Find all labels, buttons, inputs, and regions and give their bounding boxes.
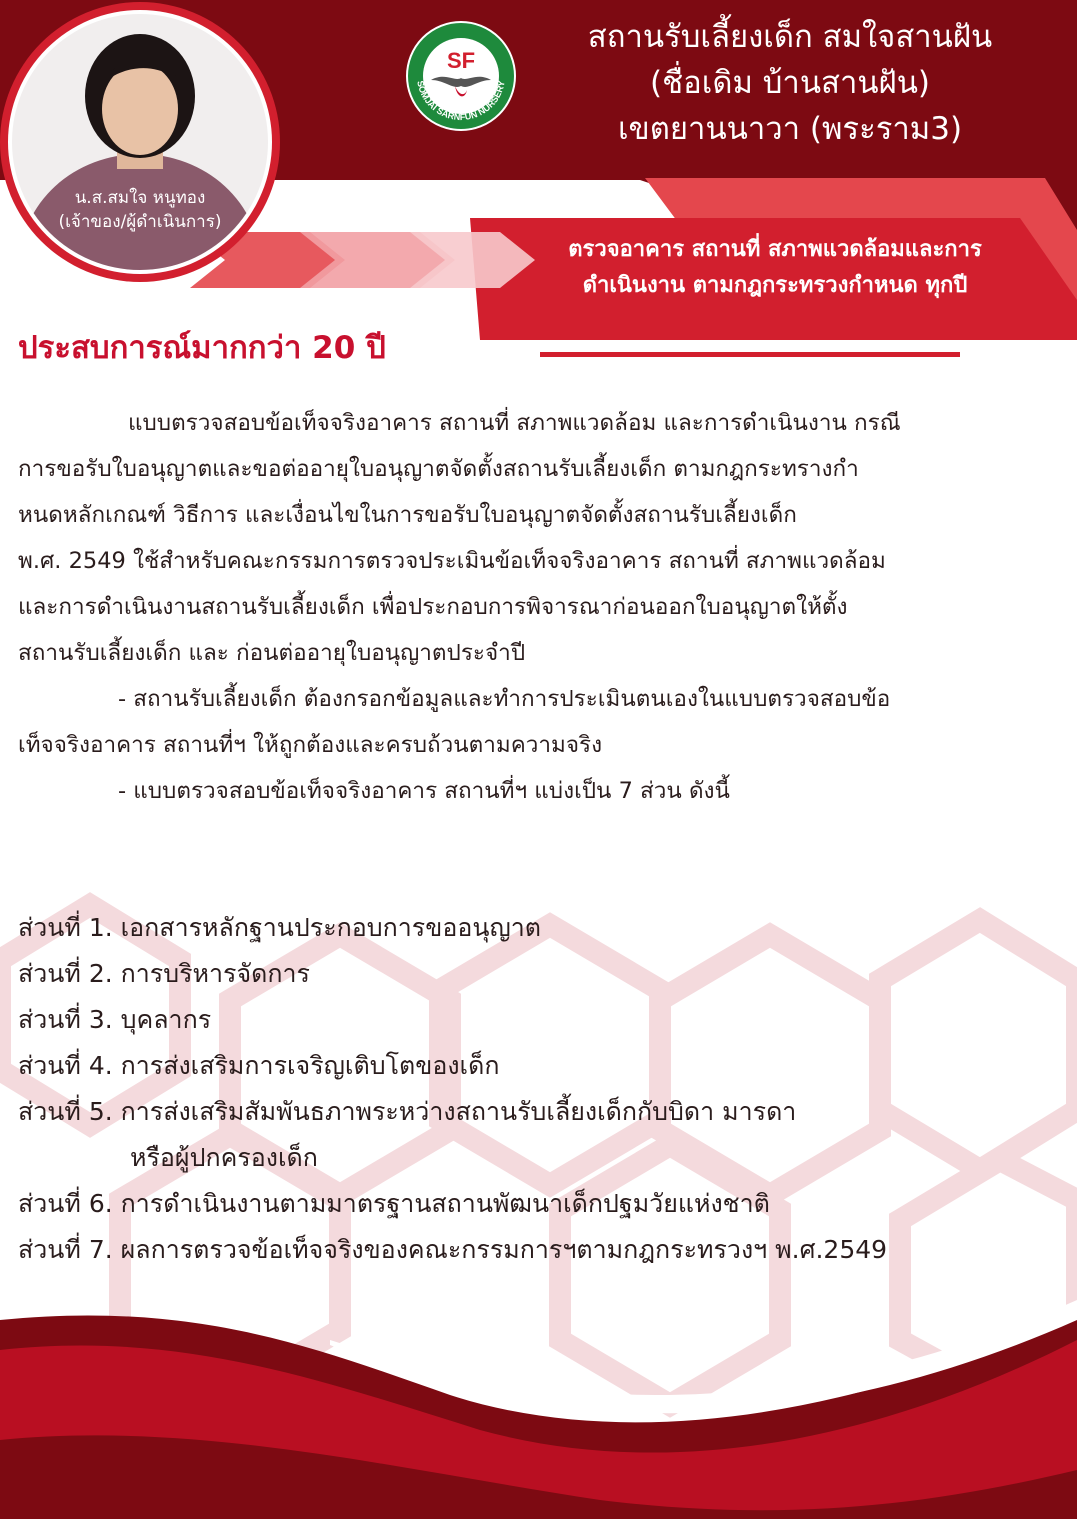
section-item: ส่วนที่ 7. ผลการตรวจข้อเท็จจริงของคณะกรรมการฯตามกฎกระทรวงฯ พ.ศ.2549 [18,1235,888,1264]
paragraph-line: แบบตรวจสอบข้อเท็จจริงอาคาร สถานที่ สภาพแวดล้อม และการดำเนินงาน กรณี [128,410,901,436]
section-item: ส่วนที่ 2. การบริหารจัดการ [18,959,310,988]
section-item: ส่วนที่ 3. บุคลากร [18,1005,212,1034]
title-line-2: (ชื่อเดิม บ้านสานฝัน) [649,65,930,101]
banner-line-2: ดำเนินงาน ตามกฎกระทรวงกำหนด ทุกปี [582,273,968,298]
section-item-continuation: หรือผู้ปกครองเด็ก [130,1143,318,1172]
bullet-line: - สถานรับเลี้ยงเด็ก ต้องกรอกข้อมูลและทำการประเมินตนเองในแบบตรวจสอบข้อ [118,686,891,712]
title-line-1: สถานรับเลี้ยงเด็ก สมใจสานฝัน [587,19,993,55]
inspection-banner [490,232,1060,304]
logo-initials: SF [446,48,476,73]
logo-emblem [405,20,517,132]
header-title [520,14,1060,152]
experience-heading: ประสบการณ์มากกว่า 20 ปี [18,330,386,366]
section-list [18,905,1068,1273]
banner-line-1: ตรวจอาคาร สถานที่ สภาพแวดล้อมและการ [568,237,982,262]
paragraph-line: การขอรับใบอนุญาตและขอต่ออายุใบอนุญาตจัดตั้งสถานรับเลี้ยงเด็ก ตามกฎกระทรางกำ [18,456,859,482]
owner-name: น.ส.สมใจ หนูทอง [74,188,206,208]
paragraph-line: และการดำเนินงานสถานรับเลี้ยงเด็ก เพื่อประกอบการพิจารณาก่อนออกใบอนุญาตให้ตั้ง [18,594,848,620]
section-item: ส่วนที่ 5. การส่งเสริมสัมพันธภาพระหว่างสถานรับเลี้ยงเด็กกับบิดา มารดา [18,1097,797,1126]
section-item: ส่วนที่ 4. การส่งเสริมการเจริญเติบโตของเด็ก [18,1051,500,1080]
nursery-logo [405,20,517,132]
paragraph-line: พ.ศ. 2549 ใช้สำหรับคณะกรรมการตรวจประเมินข้อเท็จจริงอาคาร สถานที่ สภาพแวดล้อม [18,548,886,574]
owner-role: (เจ้าของ/ผู้ดำเนินการ) [58,212,222,232]
paragraph-line: หนดหลักเกณฑ์ วิธีการ และเงื่อนไขในการขอรับใบอนุญาตจัดตั้งสถานรับเลี้ยงเด็ก [18,502,797,528]
bullet-line: - แบบตรวจสอบข้อเท็จจริงอาคาร สถานที่ฯ แบ่งเป็น 7 ส่วน ดังนี้ [118,778,730,804]
body-paragraph [18,400,1068,814]
logo-ring-text: SOMJAI SARNFUN NURSERY [415,79,507,123]
paragraph-line: สถานรับเลี้ยงเด็ก และ ก่อนต่ออายุใบอนุญาตประจำปี [18,640,526,666]
section-item: ส่วนที่ 6. การดำเนินงานตามมาตรฐานสถานพัฒนาเด็กปฐมวัยแห่งชาติ [18,1189,770,1218]
title-line-3: เขตยานนาวา (พระราม3) [617,111,963,147]
bullet-line: เท็จจริงอาคาร สถานที่ฯ ให้ถูกต้องและครบถ้วนตามความจริง [18,732,603,758]
section-item: ส่วนที่ 1. เอกสารหลักฐานประกอบการขออนุญาต [18,913,542,942]
owner-caption [20,186,260,234]
